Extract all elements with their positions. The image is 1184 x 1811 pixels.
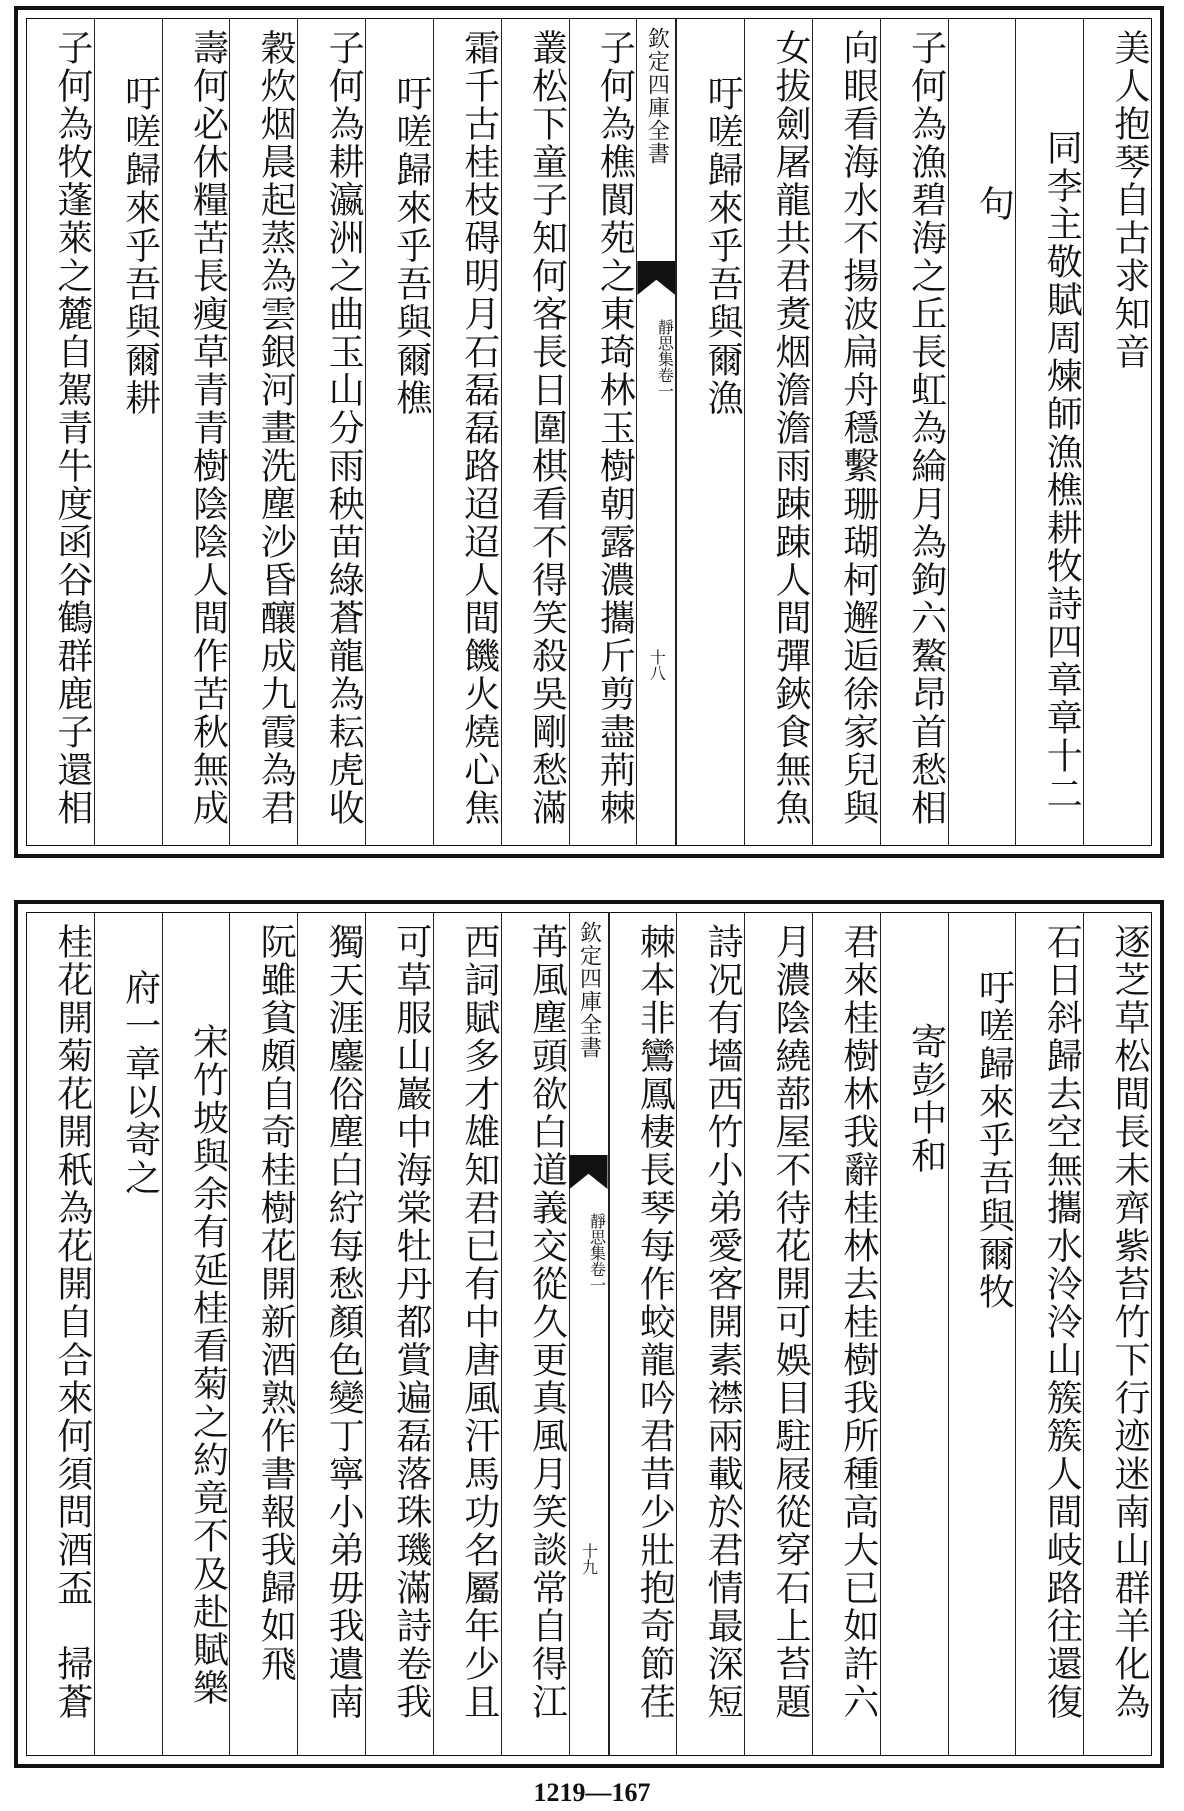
book-title: 欽定四庫全書 bbox=[576, 921, 602, 1059]
collection-name: 靜思集 bbox=[655, 319, 675, 367]
collection-name: 靜思集 bbox=[587, 1213, 607, 1261]
center-margin bbox=[636, 19, 676, 845]
bottom-page-columns bbox=[27, 913, 1151, 1755]
page-number: 1219—167 bbox=[533, 1778, 651, 1807]
text-column: 詩况有墻西竹小弟愛客開素襟兩載於君情最深短 bbox=[676, 913, 744, 1755]
text-column: 子何為樵閬苑之東琦林玉樹朝露濃攜斤剪盡荊棘 bbox=[569, 19, 637, 845]
text-column: 棘本非鸞鳳棲長琴每作蛟龍吟君昔少壯抱奇節荏 bbox=[609, 913, 677, 1755]
text-column: 叢松下童子知何客長日圍棋看不得笑殺吳剛愁滿 bbox=[501, 19, 569, 845]
text-column: 阮雖貧頗自奇桂樹花開新酒熟作書報我歸如飛 bbox=[229, 913, 297, 1755]
text-column: 君來桂樹林我辭桂林去桂樹我所種高大已如許六 bbox=[812, 913, 880, 1755]
text-column: 向眼看海水不揚波扁舟穩繫珊瑚柯邂逅徐家兒與 bbox=[812, 19, 880, 845]
bottom-page-frame bbox=[26, 912, 1152, 1756]
text-column: 美人抱琴自古求知音 bbox=[1083, 19, 1151, 845]
text-column: 寄彭中和 bbox=[880, 913, 948, 1755]
text-column: 穀炊烟晨起蒸為雲銀河畫洗塵沙昏釀成九霞為君 bbox=[229, 19, 297, 845]
text-column: 獨天涯鏖俗塵白紵每愁顏色變丁寧小弟毋我遺南 bbox=[297, 913, 365, 1755]
bottom-page bbox=[14, 900, 1164, 1768]
text-column: 霜千古桂枝碍明月石磊磊路迢迢人間饑火燒心焦 bbox=[433, 19, 501, 845]
text-column: 子何為耕瀛洲之曲玉山分雨秧苗綠蒼龍為耘虎收 bbox=[297, 19, 365, 845]
text-column: 苒風塵頭欲白道義交從久更真風月笑談常自得江 bbox=[501, 913, 569, 1755]
juan-number: 卷一 bbox=[587, 1261, 607, 1293]
fish-tail-mark-icon bbox=[570, 1155, 608, 1189]
book-title: 欽定四庫全書 bbox=[644, 27, 670, 165]
text-column: 吁嗟歸來乎吾與爾樵 bbox=[365, 19, 433, 845]
text-column: 吁嗟歸來乎吾與爾牧 bbox=[948, 913, 1016, 1755]
collection-juan-label bbox=[639, 319, 673, 409]
top-page-frame bbox=[26, 18, 1152, 846]
text-column: 宋竹坡與余有延桂看菊之約竟不及赴賦樂 bbox=[162, 913, 230, 1755]
text-column: 西詞賦多才雄知君已有中唐風汗馬功名屬年少且 bbox=[433, 913, 501, 1755]
text-column: 石日斜歸去空無攜水泠泠山簇簇人間岐路往還復 bbox=[1015, 913, 1083, 1755]
text-column: 可草服山巖中海棠牡丹都賞遍磊落珠璣滿詩卷我 bbox=[365, 913, 433, 1755]
text-column: 吁嗟歸來乎吾與爾耕 bbox=[94, 19, 162, 845]
top-page-columns bbox=[27, 19, 1151, 845]
center-margin bbox=[569, 913, 609, 1755]
text-column: 句 bbox=[948, 19, 1016, 845]
text-column: 同李主敬賦周煉師漁樵耕牧詩四章章十二 bbox=[1015, 19, 1083, 845]
fish-tail-mark-icon bbox=[637, 261, 675, 295]
text-column: 女拔劍屠龍共君煑烟澹澹雨踈踈人間彈鋏食無魚 bbox=[744, 19, 812, 845]
text-column: 桂花開菊花開秖為花開自合來何須問酒盃 掃蒼 bbox=[51, 923, 93, 1721]
folio-number: 十九 bbox=[579, 1543, 599, 1575]
folio-number: 十八 bbox=[647, 649, 667, 681]
top-page bbox=[14, 6, 1164, 858]
juan-number: 卷一 bbox=[655, 367, 675, 399]
text-column: 子何為牧蓬萊之麓自駕青牛度函谷鶴群鹿子還相 bbox=[51, 29, 93, 827]
collection-juan-label bbox=[572, 1213, 606, 1303]
text-column: 吁嗟歸來乎吾與爾漁 bbox=[676, 19, 744, 845]
text-column: 月濃陰繞蔀屋不待花開可娛目駐屐從穿石上苔題 bbox=[744, 913, 812, 1755]
text-column: 府一章以寄之 bbox=[94, 913, 162, 1755]
text-column: 壽何必休糧苦長瘦草青青樹陰陰人間作苦秋無成 bbox=[162, 19, 230, 845]
text-column: 逐芝草松間長未齊紫苔竹下行迹迷南山群羊化為 bbox=[1083, 913, 1151, 1755]
text-column: 子何為漁碧海之丘長虹為綸月為鉤六鰲昂首愁相 bbox=[880, 19, 948, 845]
